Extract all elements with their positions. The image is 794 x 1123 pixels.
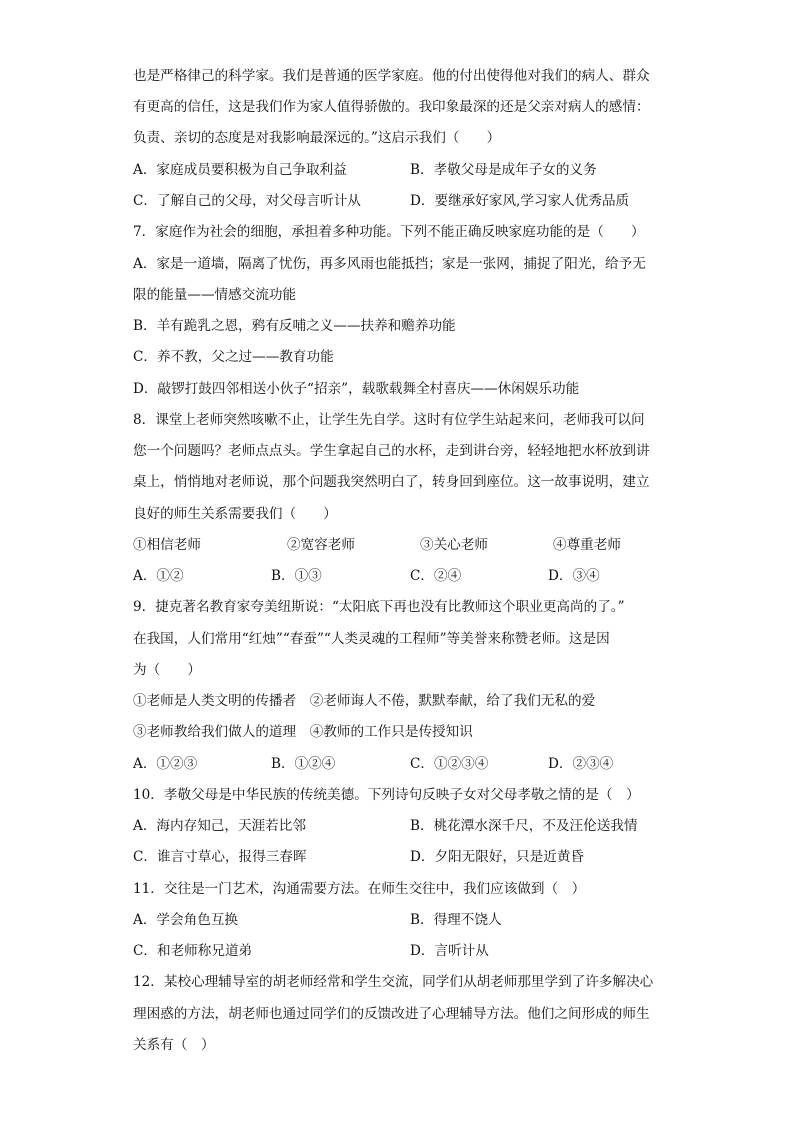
q8-stem-line: 您一个问题吗？老师点点头。学生拿起自己的水杯，走到讲台旁，轻轻地把水杯放到讲 <box>133 443 650 459</box>
q7-option-b[interactable]: B．羊有跪乳之恩，鸦有反哺之义——扶养和赡养功能 <box>133 318 456 334</box>
q9-items-line: ③老师教给我们做人的道理 ④教师的工作只是传授知识 <box>133 724 473 740</box>
q10-option-c[interactable]: C．谁言寸草心，报得三春晖 <box>133 849 307 865</box>
q10-option-b[interactable]: B．桃花潭水深千尺，不及汪伦送我情 <box>410 818 638 834</box>
q7-option-a-cont[interactable]: 限的能量——情感交流功能 <box>133 287 297 303</box>
q7-option-d[interactable]: D．敲锣打鼓四邻相送小伙子“招亲”，载歌载舞全村喜庆——休闲娱乐功能 <box>133 381 580 397</box>
q9-stem-line: 在我国，人们常用“红烛”“春蚕”“人类灵魂的工程师”等美誉来称赞老师。这是因 <box>133 631 610 647</box>
q8-stem-line: 桌上，悄悄地对老师说，那个问题我突然明白了，转身回到座位。这一故事说明，建立 <box>133 474 650 490</box>
q6-option-b[interactable]: B．孝敬父母是成年子女的义务 <box>410 162 597 178</box>
q8-stem-line: 8．课堂上老师突然咳嗽不止，让学生先自学。这时有位学生站起来问，老师我可以问 <box>133 412 645 428</box>
q8-item-4: ④尊重老师 <box>553 537 621 553</box>
q9-option-b[interactable]: B．①②④ <box>271 756 336 772</box>
q6-stem-line: 也是严格律己的科学家。我们是普通的医学家庭。他的付出使得他对我们的病人、群众 <box>133 68 650 84</box>
q11-option-c[interactable]: C．和老师称兄道弟 <box>133 943 253 959</box>
q8-stem-line: 良好的师生关系需要我们（ ） <box>133 506 337 522</box>
q8-option-a[interactable]: A．①② <box>133 568 184 584</box>
q10-option-a[interactable]: A．海内存知己，天涯若比邻 <box>133 818 306 834</box>
q12-stem-line: 关系有（ ） <box>133 1037 215 1053</box>
q6-stem-line: 负责、亲切的态度是对我影响最深远的。”这启示我们（ ） <box>133 130 501 146</box>
q7-option-c[interactable]: C．养不教，父之过——教育功能 <box>133 349 334 365</box>
q9-option-a[interactable]: A．①②③ <box>133 756 198 772</box>
q11-stem: 11．交往是一门艺术，沟通需要方法。在师生交往中，我们应该做到（ ） <box>133 881 586 897</box>
q8-option-c[interactable]: C．②④ <box>410 568 462 584</box>
q9-stem-line: 9．捷克著名教育家夸美纽斯说：“太阳底下再也没有比教师这个职业更高尚的了。” <box>133 599 625 615</box>
q7-stem: 7．家庭作为社会的细胞，承担着多种功能。下列不能正确反映家庭功能的是（ ） <box>133 224 645 240</box>
q8-item-3: ③关心老师 <box>420 537 488 553</box>
q11-option-d[interactable]: D．言听计从 <box>410 943 489 959</box>
q11-option-b[interactable]: B．得理不饶人 <box>410 912 502 928</box>
q7-option-a[interactable]: A．家是一道墙，隔离了忧伤，再多风雨也能抵挡；家是一张网，捕捉了阳光，给予无 <box>133 256 646 272</box>
q10-option-d[interactable]: D．夕阳无限好，只是近黄昏 <box>410 849 585 865</box>
q12-stem-line: 理困惑的方法，胡老师也通过同学们的反馈改进了心理辅导方法。他们之间形成的师生 <box>133 1006 650 1022</box>
q11-option-a[interactable]: A．学会角色互换 <box>133 912 238 928</box>
q10-stem: 10．孝敬父母是中华民族的传统美德。下列诗句反映子女对父母孝敬之情的是（ ） <box>133 787 640 803</box>
q6-option-d[interactable]: D．要继承好家风,学习家人优秀品质 <box>410 193 630 209</box>
q9-stem-line: 为（ ） <box>133 662 201 678</box>
q8-item-1: ①相信老师 <box>133 537 201 553</box>
q9-option-c[interactable]: C．①②③④ <box>410 756 489 772</box>
q6-stem-line: 有更高的信任，这是我们作为家人值得骄傲的。我印象最深的还是父亲对病人的感情： <box>133 99 650 115</box>
q12-stem-line: 12．某校心理辅导室的胡老师经常和学生交流，同学们从胡老师那里学到了许多解决心 <box>133 974 654 990</box>
q6-option-a[interactable]: A．家庭成员要积极为自己争取利益 <box>133 162 347 178</box>
q9-option-d[interactable]: D．②③④ <box>548 756 614 772</box>
q9-items-line: ①老师是人类文明的传播者 ②老师诲人不倦，默默奉献，给了我们无私的爱 <box>133 693 596 709</box>
q8-item-2: ②宽容老师 <box>287 537 355 553</box>
q8-option-d[interactable]: D．③④ <box>548 568 600 584</box>
q8-option-b[interactable]: B．①③ <box>271 568 322 584</box>
q6-option-c[interactable]: C．了解自己的父母，对父母言听计从 <box>133 193 361 209</box>
